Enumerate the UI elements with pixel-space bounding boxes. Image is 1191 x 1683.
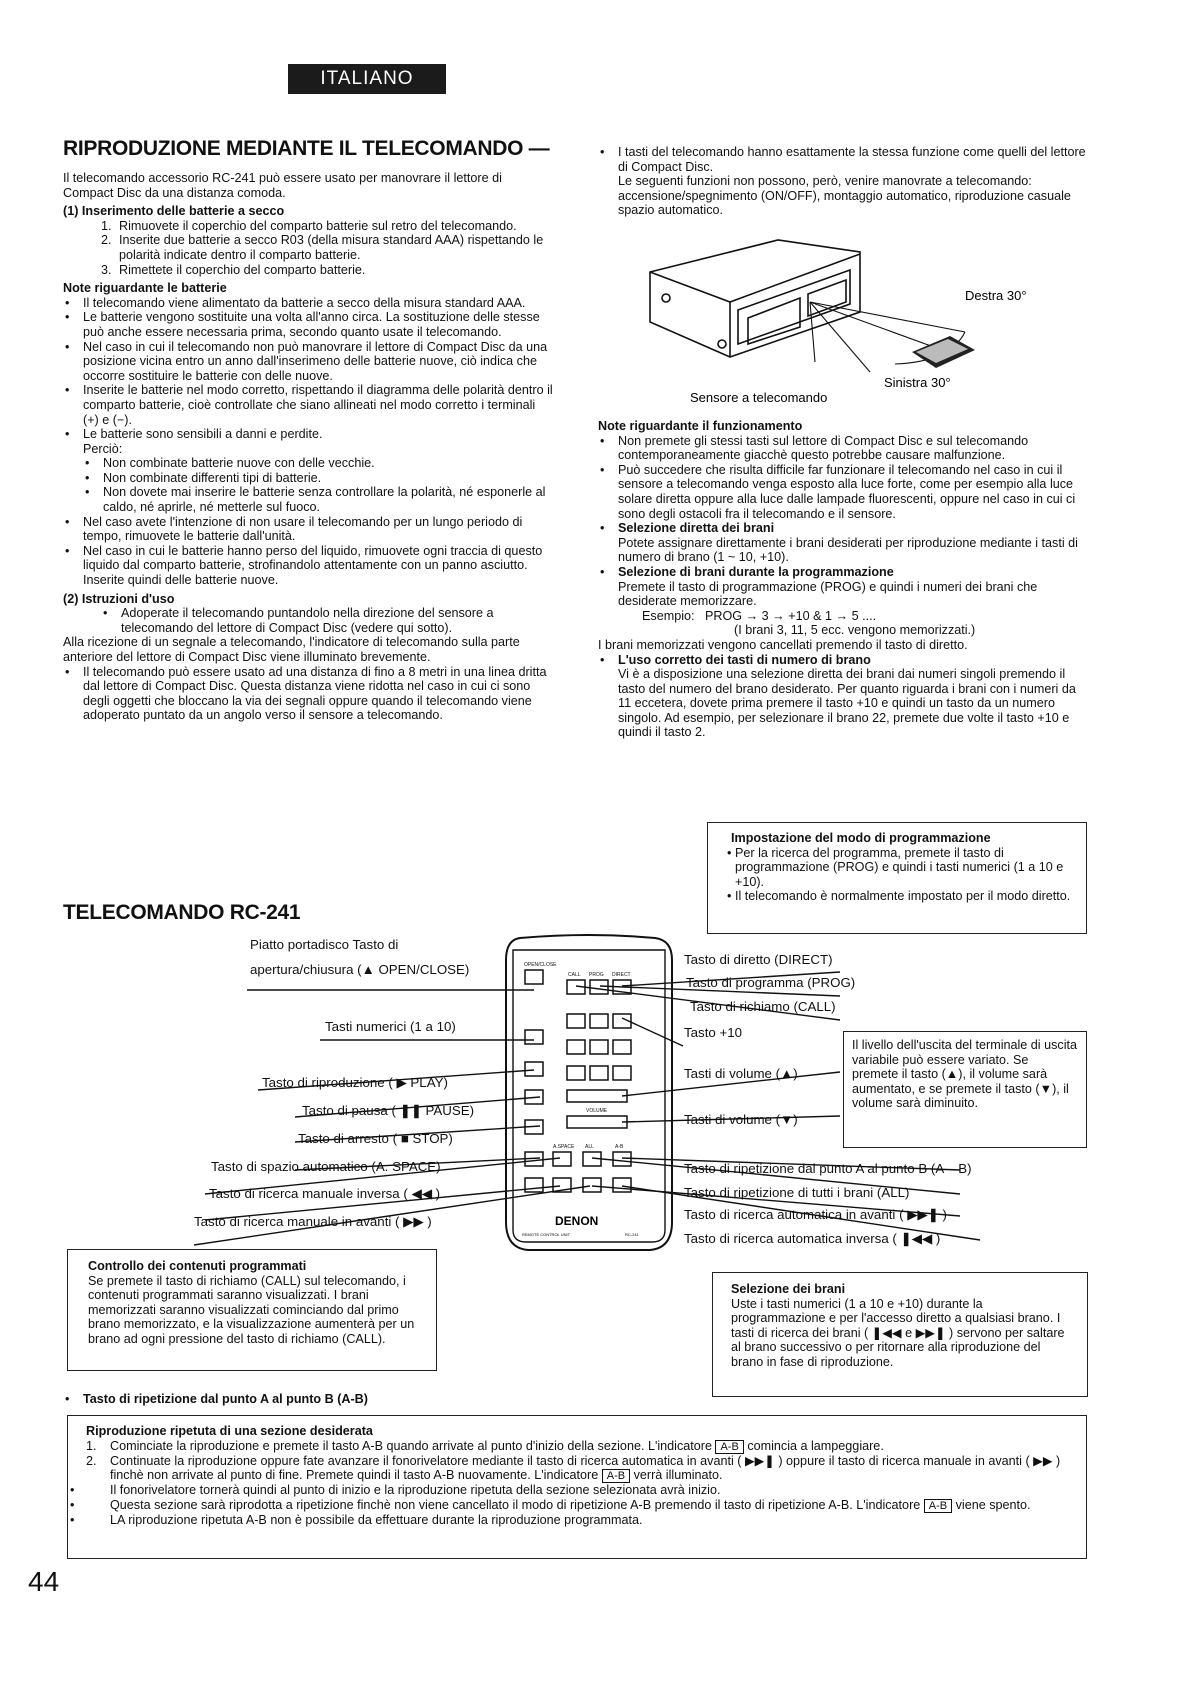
battery-notes-list — [63, 296, 553, 588]
label-auto-forward: Tasto di ricerca automatica in avanti ( ▶▶❚ ) — [684, 1207, 947, 1222]
ab-indicator: A-B — [715, 1440, 743, 1454]
ab-indicator: A-B — [924, 1499, 952, 1513]
percio-list — [83, 456, 553, 514]
label-right: Destra 30° — [965, 288, 1027, 303]
ab-box-heading: Riproduzione ripetuta di una sezione desiderata — [86, 1424, 373, 1438]
ab-bullets — [68, 1483, 1068, 1527]
label-manual-forward: Tasto di ricerca manuale in avanti ( ▶▶ ) — [194, 1214, 432, 1229]
range-list — [63, 665, 553, 723]
list-item: • Le batterie vengono sostituite una volta all'anno circa. La sostituzione delle stesse può anche essere necessaria prima, secondo quanto usate il telecomando. — [63, 310, 553, 339]
label-direct: Tasto di diretto (DIRECT) — [684, 952, 833, 967]
list-item: 3. Rimettete il coperchio del comparto batterie. — [101, 262, 366, 277]
control-box-text: Se premete il tasto di richiamo (CALL) sul telecomando, i contenuti programmati saranno visualizzati. I brani memorizzati saranno visualizzati cominciando dal primo brano memorizzato, e la visualizzazione aumenterà per un brano ad ogni pressione del tasto di richiamo (CALL). — [88, 1273, 415, 1346]
list-item: • Non combinate batterie nuove con delle vecchie. — [83, 456, 553, 471]
list-item: • L'uso corretto dei tasti di numero di brano Vi è a disposizione una selezione diretta dei brani dai numeri singoli premendo il tasto del numero del brano desiderato. Per quanto riguarda i brani con i numeri da 11 eccetera, dovete prima premere il tasto +10 e quindi un tasto da un numero singolo. Ad esempio, per selezionare il brano 22, premete due volte il tasto +10 e quindi il tasto 2. — [598, 653, 1088, 741]
step2-heading: (2) Istruzioni d'uso — [63, 591, 175, 606]
list-item: • Nel caso avete l'intenzione di non usare il telecomando per un lungo periodo di tempo, rimuovete le batterie dall'unità. — [63, 515, 553, 544]
list-item: • Le batterie sono sensibili a danni e perdite. Perciò: • Non combinate batterie nuove con delle vecchie. • Non combinate differenti tipi di batterie. • Non dovete mai inserire le batterie senza controllare la polarità, né esponerle al caldo, né aprirle, né metterle sul fuoco. — [63, 427, 553, 515]
func-notes-heading: Note riguardante il funzionamento — [598, 419, 803, 433]
list-item: • Selezione diretta dei brani Potete assignare direttamente i brani desiderati per riproduzione mediante i tasti di numero di brano (1 ~ 10, +10). — [598, 521, 1088, 565]
remote-key-label: A-B — [615, 1144, 624, 1150]
label-auto-reverse: Tasto di ricerca automatica inversa ( ❚◀◀ ) — [684, 1231, 941, 1246]
ab-step1: 1. Cominciate la riproduzione e premete il tasto A-B quando arrivate al punto d'inizio della sezione. L'indicatore A-B comincia a lampeggiare. — [86, 1438, 884, 1453]
track-selection-box — [712, 1272, 1088, 1397]
label-open-close-1: Piatto portadisco Tasto di — [250, 937, 399, 952]
ab-indicator: A-B — [602, 1469, 630, 1483]
remote-subtitle: REMOTE CONTROL UNIT — [522, 1232, 571, 1237]
prog-mode-list — [725, 846, 1074, 904]
list-item: • Nel caso in cui il telecomando non può manovrare il lettore di Compact Disc da una posizione vicina entro un anno dall'inserimeno delle batterie nuove, ciò indica che occorre sostituire le batterie con delle nuove. — [63, 340, 553, 384]
list-item: • Per la ricerca del programma, premete il tasto di programmazione (PROG) e quindi i tasti numerici (1 a 10 e +10). — [725, 846, 1074, 890]
remote-key-label: VOLUME — [586, 1108, 608, 1114]
cd-player-drawing — [650, 240, 860, 357]
list-item: • Può succedere che risulta difficile far funzionare il telecomando nel caso in cui il sensore a telecomando venga esposto alla luce forte, come per esempio alla luce solare diretta oppure alla luce dalle lampade fluorescenti, oppure nel caso in cui ci sono degli ostacoli fra il telecomando e il sensore. — [598, 463, 1088, 521]
list-item: • Non combinate differenti tipi di batterie. — [83, 471, 553, 486]
keys-list — [598, 145, 1088, 218]
list-item: • Il telecomando è normalmente impostato per il modo diretto. — [725, 889, 1074, 904]
list-item: • Tasto di ripetizione dal punto A al punto B (A-B) — [63, 1392, 543, 1407]
list-item: 2. Inserite due batterie a secco R03 (della misura standard AAA) rispettando le polarità indicate dentro il comparto batterie. — [101, 233, 544, 262]
label-repeat-all: Tasto di ripetizione di tutti i brani (ALL) — [684, 1185, 910, 1200]
remote-sensor-diagram — [630, 232, 1090, 420]
page-number: 44 — [28, 1566, 60, 1597]
programming-mode-box — [707, 822, 1087, 934]
example-sequence: PROG → 3 → +10 & 1 → 5 .... — [705, 608, 877, 623]
label-stop: Tasto di arresto ( ■ STOP) — [298, 1131, 453, 1146]
battery-notes-heading: Note riguardante le batterie — [63, 281, 227, 296]
label-prog: Tasto di programma (PROG) — [686, 975, 856, 990]
list-item: • Selezione di brani durante la programmazione Premete il tasto di programmazione (PROG) e quindi i numeri dei brani che desiderate memorizzare. Esempio: PROG → 3 → +10 & 1 → 5 .... (I brani 3, 11, 5 ecc. vengono memorizzati.) — [598, 565, 1088, 638]
label-volume-up: Tasti di volume (▲) — [684, 1066, 798, 1081]
remote-key-label: A.SPACE — [553, 1144, 575, 1150]
section-title-remote-rc241: TELECOMANDO RC-241 — [63, 901, 301, 924]
label-a-space: Tasto di spazio automatico (A. SPACE) — [211, 1159, 441, 1174]
list-item: • Non premete gli stessi tasti sul lettore di Compact Disc e sul telecomando contemporaneamente giacchè questo potrebbe causare malfunzione. — [598, 434, 1088, 463]
remote-key-label: PROG — [589, 972, 604, 978]
ab-step2: 2. Continuate la riproduzione oppure fate avanzare il fonorivelatore mediante il tasto di ricerca automatica in avanti ( ▶▶❚ ) oppure il tasto di ricerca manuale in avanti ( ▶▶ ) finchè non arrivate al punto di fine. Premete quindi il tasto A-B nuovamente. L'indicatore A-B verrà illuminato. — [86, 1453, 1061, 1483]
prog-cancel-text: I brani memorizzati vengono cancellati premendo il tasto di diretto. — [598, 637, 968, 652]
volume-info-box: Il livello dell'uscita del terminale di uscita variabile può essere variato. Se premete il tasto (▲), il volume sarà aumentato, e se premete il tasto (▼), il volume sarà diminuito. — [843, 1031, 1087, 1148]
label-volume-down: Tasti di volume (▼) — [684, 1112, 798, 1127]
selection-box-heading: Selezione dei brani — [731, 1282, 846, 1296]
label-pause: Tasto di pausa ( ❚❚ PAUSE) — [302, 1103, 475, 1118]
section-title-remote-playback: RIPRODUZIONE MEDIANTE IL TELECOMANDO — — [63, 137, 550, 160]
example-block — [618, 609, 1088, 638]
remote-key-label: CALL — [568, 972, 581, 978]
label-repeat-ab: Tasto di ripetizione dal punto A al punto B (A – B) — [684, 1161, 972, 1176]
language-tab-label: ITALIANO — [320, 68, 414, 89]
step2-paragraph: Alla ricezione di un segnale a telecomando, l'indicatore di telecomando sulla parte anteriore del lettore di Compact Disc viene illuminato brevemente. — [63, 635, 520, 664]
list-item: • Il telecomando può essere usato ad una distanza di fino a 8 metri in una linea dritta dal lettore di Compact Disc. Questa distanza viene ridotta nel caso in cui ci sono degli oggetti che bloccano la via dei segnali oppure quando il telecomando viene adoperato puntato da un angolo verso il sensore a telecomando. — [63, 665, 553, 723]
intro-text: Il telecomando accessorio RC-241 può essere usato per manovrare il lettore di Compact Disc da una distanza comoda. — [63, 171, 502, 200]
list-item: • Il telecomando viene alimentato da batterie a secco della misura standard AAA. — [63, 296, 553, 311]
language-tab — [288, 64, 446, 94]
list-item: • Adoperate il telecomando puntandolo nella direzione del sensore a telecomando del lettore di Compact Disc (vedere qui sotto). — [101, 606, 553, 635]
remote-key-label: OPEN/CLOSE — [524, 962, 557, 968]
example-label: Esempio: — [642, 608, 695, 623]
right-column-top — [598, 145, 1088, 218]
list-item: 1. Rimuovete il coperchio del comparto batterie sul retro del telecomando. — [101, 218, 517, 233]
label-manual-reverse: Tasto di ricerca manuale inversa ( ◀◀ ) — [209, 1186, 441, 1201]
example-note: (I brani 3, 11, 5 ecc. vengono memorizzati.) — [734, 623, 976, 638]
list-item: • LA riproduzione ripetuta A-B non è possibile da effettuare durante la riproduzione programmata. — [68, 1513, 1068, 1528]
usage-list — [598, 653, 1088, 741]
label-left: Sinistra 30° — [884, 375, 951, 390]
label-call: Tasto di richiamo (CALL) — [690, 999, 836, 1014]
label-number-keys: Tasti numerici (1 a 10) — [325, 1019, 456, 1034]
list-item: • Il fonorivelatore tornerà quindi al punto di inizio e la riproduzione ripetuta della sezione selezionata avrà inizio. — [68, 1483, 1068, 1498]
selection-box-text: Uste i tasti numerici (1 a 10 e +10) durante la programmazione e per l'accesso diretto a qualsiasi brano. I tasti di ricerca dei brani ( ❚◀◀ e ▶▶❚ ) servono per saltare al brano successivo o per ritornare alla riproduzione del brano in fase di riproduzione. — [731, 1296, 1065, 1369]
ab-section-title — [63, 1392, 543, 1407]
step1-heading: (1) Inserimento delle batterie a secco — [63, 204, 285, 219]
percio-label: Perciò: — [83, 441, 123, 456]
remote-handset-drawing — [912, 336, 975, 368]
remote-key-label: ALL — [585, 1144, 594, 1150]
label-plus10: Tasto +10 — [684, 1025, 743, 1040]
left-column — [63, 171, 553, 723]
label-play: Tasto di riproduzione ( ▶ PLAY) — [262, 1075, 448, 1090]
list-item: • Nel caso in cui le batterie hanno perso del liquido, rimuovete ogni traccia di questo liquido dal comparto batterie, strofinandolo attentamente con un panno asciutto. Inserite quindi delle batterie nuove. — [63, 544, 553, 588]
label-open-close-2: apertura/chiusura (▲ OPEN/CLOSE) — [250, 962, 470, 977]
programmed-contents-box — [67, 1249, 437, 1371]
right-column-notes — [598, 419, 1088, 740]
step1-list — [63, 219, 553, 277]
list-item: • I tasti del telecomando hanno esattamente la stessa funzione come quelli del lettore di Compact Disc. Le seguenti funzioni non possono, però, venire manovrate a telecomando: accensione/spegnimento (ON/OFF), montaggio automatico, riproduzione casuale spazio automatico. — [598, 145, 1088, 218]
list-item: • Inserite le batterie nel modo corretto, rispettando il diagramma delle polarità dentro il comparto batterie, cioè controllate che siano allineati nel modo corretto i terminali (+) e (−). — [63, 383, 553, 427]
step2-list — [63, 606, 553, 635]
remote-key-label: DIRECT — [612, 972, 631, 978]
list-item: • Questa sezione sarà riprodotta a ripetizione finchè non viene cancellato il modo di ripetizione A-B premendo il tasto di ripetizione A-B. L'indicatore A-B viene spento. — [68, 1498, 1068, 1513]
ab-repeat-box — [67, 1415, 1087, 1559]
prog-mode-heading: Impostazione del modo di programmazione — [731, 831, 991, 845]
list-item: • Non dovete mai inserire le batterie senza controllare la polarità, né esponerle al caldo, né aprirle, né metterle sul fuoco. — [83, 485, 553, 514]
control-box-heading: Controllo dei contenuti programmati — [88, 1259, 307, 1273]
func-notes-list — [598, 434, 1088, 638]
label-sensor: Sensore a telecomando — [690, 390, 828, 405]
remote-model: RC-241 — [625, 1232, 639, 1237]
remote-brand: DENON — [555, 1214, 599, 1228]
